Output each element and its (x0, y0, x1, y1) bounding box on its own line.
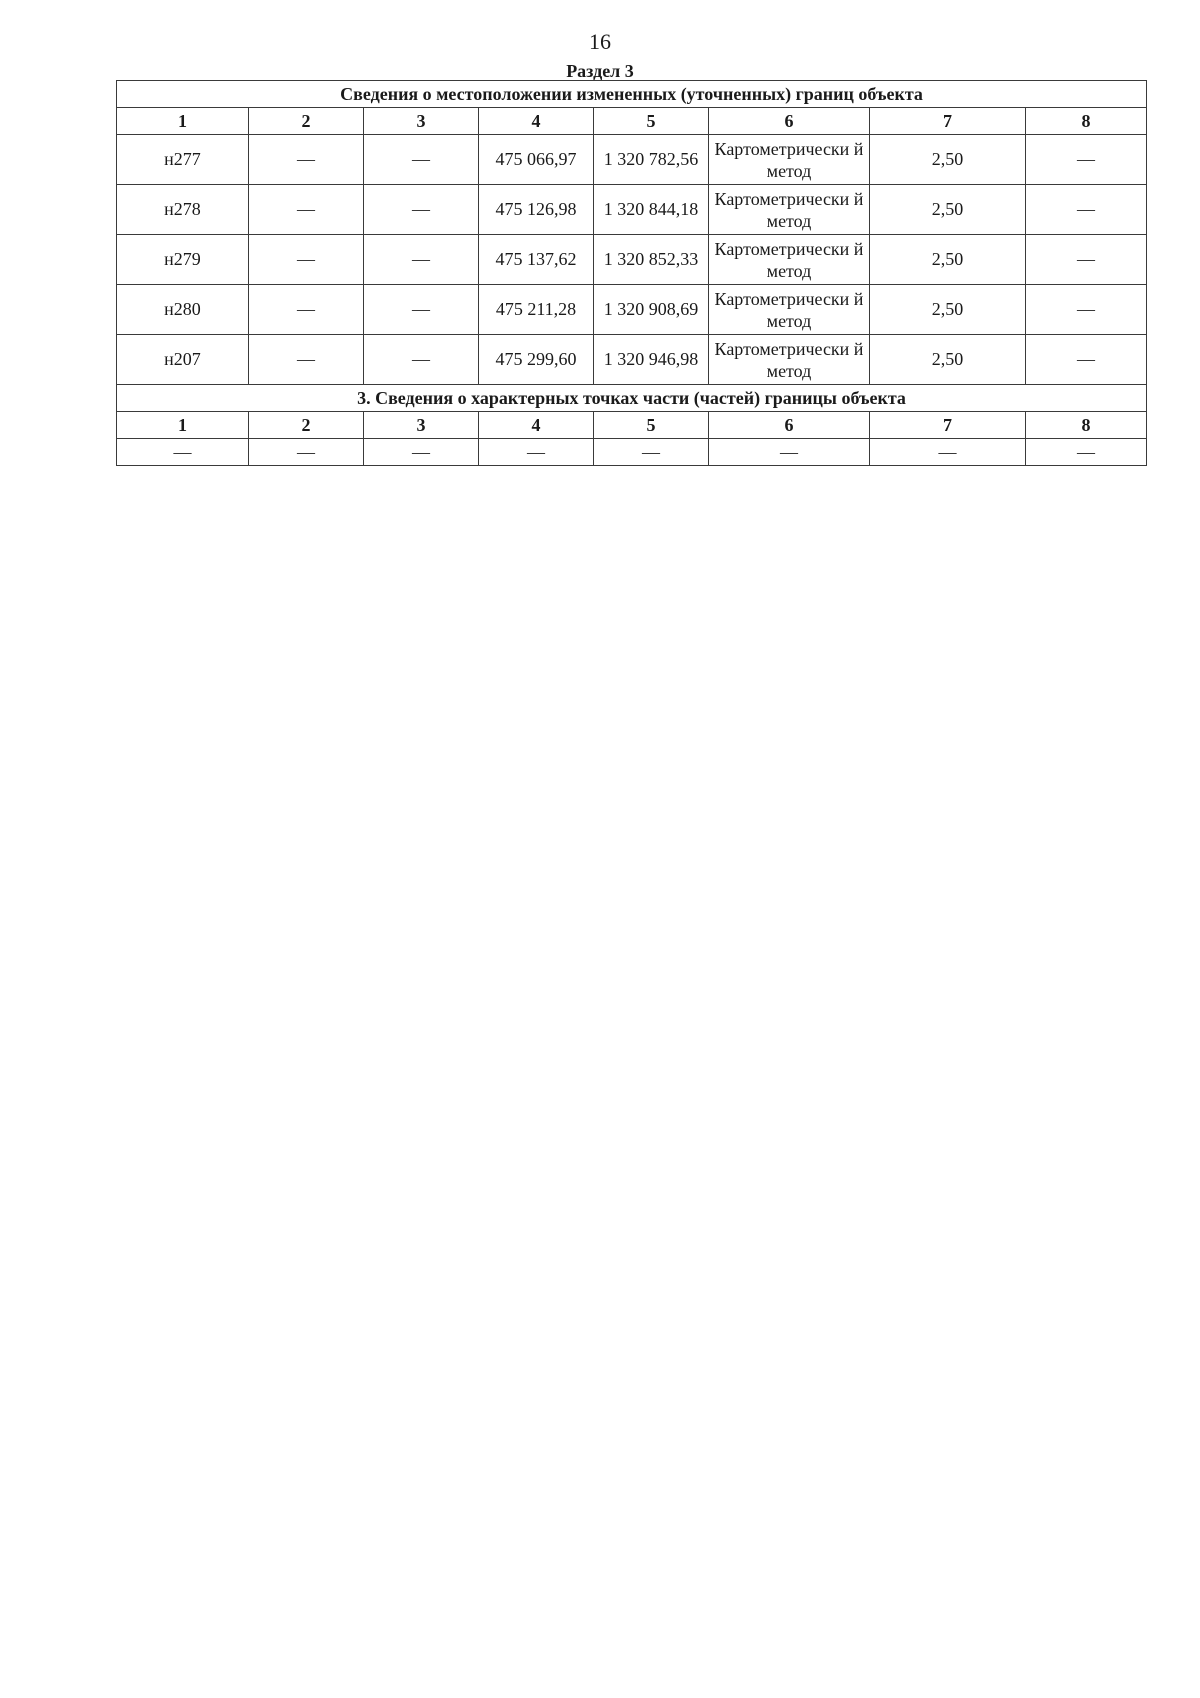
boundary-points-table (116, 80, 1147, 466)
column-number: 7 (870, 412, 1026, 439)
table-cell: Картометрически й метод (709, 285, 870, 335)
table-cell: — (1026, 235, 1147, 285)
table-cell: — (1026, 439, 1147, 466)
column-number: 2 (249, 412, 364, 439)
table-row (117, 285, 1147, 335)
table-cell: 2,50 (870, 185, 1026, 235)
table-cell: Картометрически й метод (709, 185, 870, 235)
table-cell: 2,50 (870, 235, 1026, 285)
column-number: 8 (1026, 412, 1147, 439)
table-cell: н279 (117, 235, 249, 285)
column-number: 6 (709, 108, 870, 135)
column-number: 4 (479, 108, 594, 135)
table-cell: 475 066,97 (479, 135, 594, 185)
block2-title: 3. Сведения о характерных точках части (частей) границы объекта (117, 385, 1147, 412)
column-number: 3 (364, 412, 479, 439)
table-cell: 2,50 (870, 335, 1026, 385)
column-number: 6 (709, 412, 870, 439)
block1-title-row (117, 81, 1147, 108)
table-cell: 1 320 908,69 (594, 285, 709, 335)
block1-title: Сведения о местоположении измененных (уточненных) границ объекта (117, 81, 1147, 108)
table-cell: 2,50 (870, 285, 1026, 335)
table-cell: — (479, 439, 594, 466)
column-number-row (117, 108, 1147, 135)
table-cell: — (364, 439, 479, 466)
column-number: 4 (479, 412, 594, 439)
table-row (117, 185, 1147, 235)
column-number: 7 (870, 108, 1026, 135)
table-cell: — (249, 235, 364, 285)
table-cell: Картометрически й метод (709, 135, 870, 185)
table-cell: — (249, 285, 364, 335)
table-row (117, 335, 1147, 385)
table-cell: 1 320 844,18 (594, 185, 709, 235)
column-number: 8 (1026, 108, 1147, 135)
table-cell: Картометрически й метод (709, 235, 870, 285)
table-cell: 1 320 782,56 (594, 135, 709, 185)
column-number: 5 (594, 108, 709, 135)
table-cell: — (1026, 135, 1147, 185)
table-cell: 2,50 (870, 135, 1026, 185)
column-number: 5 (594, 412, 709, 439)
table-cell: н280 (117, 285, 249, 335)
table-cell: н277 (117, 135, 249, 185)
table-cell: — (249, 185, 364, 235)
table-cell: — (364, 285, 479, 335)
section-title: Раздел 3 (566, 61, 634, 81)
table-cell: 475 211,28 (479, 285, 594, 335)
table-cell: 475 126,98 (479, 185, 594, 235)
table-cell: Картометрически й метод (709, 335, 870, 385)
table-row (117, 439, 1147, 466)
table-cell: — (364, 185, 479, 235)
table-row (117, 235, 1147, 285)
table-cell: н207 (117, 335, 249, 385)
table-cell: — (249, 439, 364, 466)
table-cell: — (1026, 335, 1147, 385)
table-cell: — (364, 335, 479, 385)
table-cell: 475 137,62 (479, 235, 594, 285)
table-cell: н278 (117, 185, 249, 235)
table-cell: 1 320 946,98 (594, 335, 709, 385)
table-cell: — (249, 335, 364, 385)
table-cell: — (1026, 185, 1147, 235)
table-cell: — (364, 135, 479, 185)
table-cell: 475 299,60 (479, 335, 594, 385)
page-number: 16 (589, 29, 611, 54)
column-number-row (117, 412, 1147, 439)
table-row (117, 135, 1147, 185)
table-cell: — (249, 135, 364, 185)
table-cell: — (594, 439, 709, 466)
table-cell: — (117, 439, 249, 466)
table-cell: — (709, 439, 870, 466)
column-number: 1 (117, 108, 249, 135)
table-cell: — (870, 439, 1026, 466)
table-cell: — (1026, 285, 1147, 335)
column-number: 2 (249, 108, 364, 135)
block2-title-row (117, 385, 1147, 412)
column-number: 3 (364, 108, 479, 135)
column-number: 1 (117, 412, 249, 439)
table-cell: — (364, 235, 479, 285)
table-cell: 1 320 852,33 (594, 235, 709, 285)
